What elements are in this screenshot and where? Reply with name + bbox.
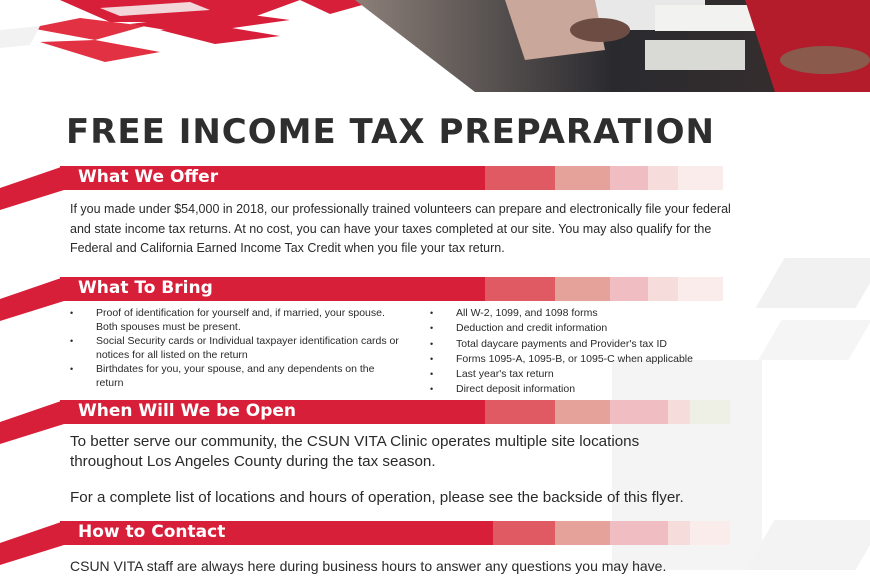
- bar-fade-segment: [610, 521, 668, 545]
- list-item: • Social Security cards or Individual taxpayer identification cards or notices for all listed on the return: [70, 334, 400, 362]
- bar-fade-segment: [610, 277, 648, 301]
- bar-wedge: [0, 277, 64, 321]
- header-photo: [355, 0, 870, 92]
- bring-list-right: [430, 306, 750, 398]
- offer-body: If you made under $54,000 in 2018, our professionally trained volunteers can prepare and electronically file your federal and state income tax returns. At no cost, you can have your taxes completed at our site. You may also qualify for the Federal and California Earned Income Tax Credit when you file your tax return.: [70, 202, 731, 255]
- list-item: • Deduction and credit information: [430, 321, 750, 336]
- list-item: • All W-2, 1099, and 1098 forms: [430, 306, 750, 321]
- bar-fade-segment: [668, 521, 690, 545]
- list-item: • Birthdates for you, your spouse, and any dependents on the return: [70, 362, 400, 390]
- bar-fade-segment: [555, 521, 610, 545]
- bar-fade-segment: [648, 277, 678, 301]
- section-heading-bring: What To Bring: [78, 278, 213, 298]
- bar-fade-segment: [678, 166, 723, 190]
- bar-fade-segment: [435, 400, 485, 424]
- open-line-2: throughout Los Angeles County during the tax season.: [70, 453, 436, 470]
- section-heading-contact: How to Contact: [78, 522, 226, 542]
- bring-list-left: [70, 306, 400, 390]
- bar-wedge: [0, 166, 64, 210]
- bar-fade-segment: [485, 166, 555, 190]
- bar-wedge: [0, 400, 64, 444]
- background-shape: [746, 520, 870, 570]
- background-shape: [758, 320, 870, 360]
- section-heading-open: When Will We be Open: [78, 401, 297, 421]
- volunteers-photo: [355, 0, 870, 92]
- open-line-1: To better serve our community, the CSUN VITA Clinic operates multiple site locations: [70, 433, 640, 450]
- section-bar-open: [0, 400, 740, 424]
- bar-fade-segment: [610, 166, 648, 190]
- background-shape: [756, 258, 870, 308]
- section-bar-offer: [0, 166, 740, 190]
- list-item: • Proof of identification for yourself and, if married, your spouse. Both spouses must be present.: [70, 306, 400, 334]
- bar-fade-segment: [690, 521, 730, 545]
- bar-fade-segment: [435, 277, 485, 301]
- bar-fade-segment: [690, 400, 730, 424]
- list-item: • Forms 1095-A, 1095-B, or 1095-C when applicable: [430, 352, 750, 367]
- red-corner-graphic: [0, 0, 380, 70]
- list-item: • Total daycare payments and Provider's tax ID: [430, 337, 750, 352]
- bar-fade-segment: [435, 166, 485, 190]
- bar-fade-segment: [493, 521, 555, 545]
- bar-fade-segment: [435, 521, 493, 545]
- bar-fade-segment: [485, 277, 555, 301]
- bar-fade-segment: [648, 166, 678, 190]
- section-bar-bring: [0, 277, 740, 301]
- bar-wedge: [0, 521, 64, 565]
- bar-fade-segment: [555, 400, 610, 424]
- section-heading-offer: What We Offer: [78, 167, 219, 187]
- page-title: FREE INCOME TAX PREPARATION: [66, 112, 715, 152]
- bar-fade-segment: [485, 400, 555, 424]
- open-line-3: For a complete list of locations and hours of operation, please see the backside of this flyer.: [70, 489, 684, 506]
- contact-body: CSUN VITA staff are always here during business hours to answer any questions you may have.: [70, 558, 667, 574]
- list-item: • Direct deposit information: [430, 382, 750, 397]
- bar-fade-segment: [555, 166, 610, 190]
- list-item: • Last year's tax return: [430, 367, 750, 382]
- bar-fade-segment: [678, 277, 723, 301]
- bar-fade-segment: [555, 277, 610, 301]
- bar-fade-segment: [610, 400, 668, 424]
- bar-fade-segment: [668, 400, 690, 424]
- section-bar-contact: [0, 521, 740, 545]
